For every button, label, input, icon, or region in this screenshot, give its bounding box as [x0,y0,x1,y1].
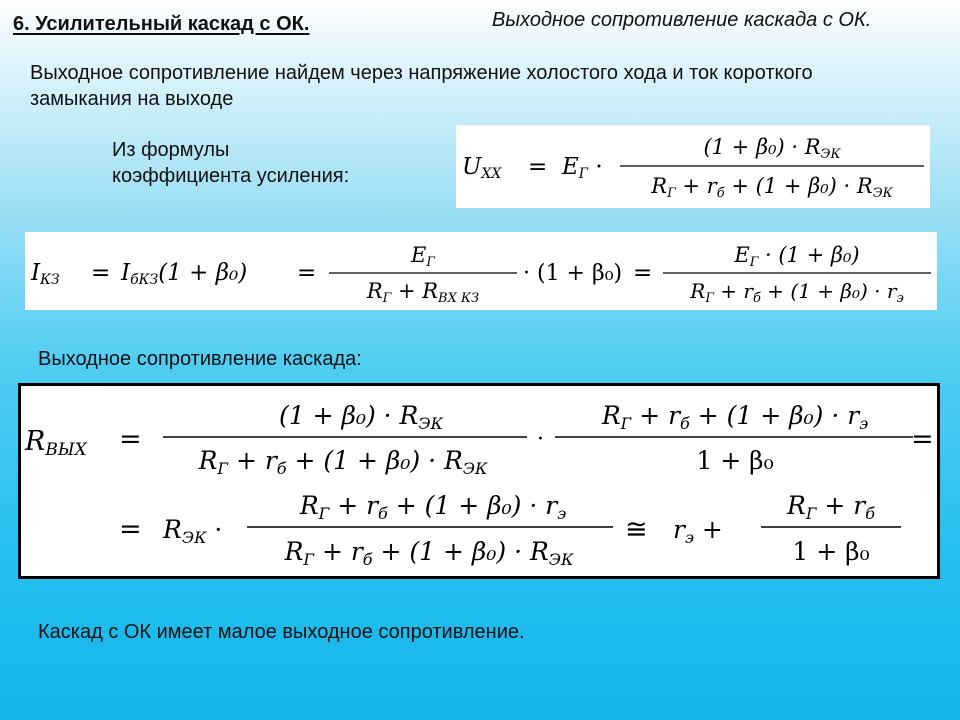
svg-text:=: = [911,424,934,455]
rout-f2-num-sub2: б [680,414,690,433]
ikz-f1-den-mid: + R [391,279,439,303]
uxx-source-emf: E [562,154,579,180]
ikz-base-current-sub: бКЗ [130,272,159,288]
rout-f4-den: 1 + β₀ [792,537,870,566]
uxx-lhs-sub: ХХ [481,166,502,182]
ikz-f1-den-sub2: ВХ КЗ [438,291,480,306]
uxx-lhs: U [462,154,482,180]
rout-f2-num: R [601,401,621,430]
rout-r-ek: R [163,515,182,544]
uxx-den-3-sub: ЭК [872,186,893,201]
ikz-multiplier: · (1 + β₀) [523,261,623,286]
rout-f3-num-tail: + (1 + β₀) · r [387,491,558,520]
rout-label: Выходное сопротивление каскада: [38,348,362,370]
svg-text:RГ + rб [786,491,875,523]
rout-f3-num-sub1: Г [318,504,330,523]
gain-formula-note [112,137,432,189]
rout-f1-den-sub2: б [276,459,287,478]
ikz-f1-den-sub1: Г [382,291,392,306]
uxx-den-3: + (1 + β₀) · R [724,174,873,198]
rout-formula [21,386,937,576]
svg-text:=: = [119,514,142,545]
svg-text:EГ ·: EГ · [562,154,603,182]
rout-f3-den-mid: + r [314,537,363,566]
rout-f3-den-sub3: ЭК [548,550,574,569]
ikz-lhs: I [31,260,41,286]
rout-f1-den-mid: + r [228,446,277,475]
rout-r-e: r [673,515,685,544]
ikz-f1-den: R [366,279,383,303]
uxx-source-emf-sub: Г [578,166,589,182]
svg-text:RЭК ·: $R_{ЭК}$ · [163,515,223,547]
rout-lhs-sub: ВЫХ [45,440,87,460]
svg-text:RВЫХ [24,426,88,460]
ikz-f2-den-sub1: Г [705,291,714,306]
uxx-numerator: (1 + β₀) · R [703,135,821,159]
rout-f3-den-tail: + (1 + β₀) · R [372,537,549,566]
svg-text:RГ + rб + (1 + β₀) · RЭК [284,537,574,569]
svg-text:UХХ [462,154,502,182]
rout-f3-num-sub2: б [378,504,388,523]
gain-formula-note-line1: Из формулы [112,139,230,161]
svg-text:IКЗ [30,260,60,288]
rout-f4-num-mid: + r [816,491,866,520]
slide-subtitle: Выходное сопротивление каскада с ОК. [492,9,872,31]
ikz-base-current-tail: (1 + β₀) [158,260,248,286]
uxx-den-2: + r [675,174,717,198]
ikz-formula [25,232,937,310]
uxx-formula-box [456,125,930,208]
ikz-f1-num-sub: Г [426,255,435,270]
rout-f4-num-sub2: б [865,504,875,523]
slide-title: 6. Усилительный каскад с ОК. [13,13,310,35]
svg-text:(1 + β₀) · RЭК [279,401,444,433]
rout-f3-den-sub2: б [362,550,373,569]
rout-f2-num-mid: + r [631,401,681,430]
rout-f1-den: R [198,446,218,475]
rout-f2-num-sub1: Г [620,414,632,433]
rout-f3-num-sub3: э [557,504,567,523]
ikz-f2-num: E [734,243,750,267]
svg-text:=: = [633,260,653,286]
svg-text:IбКЗ(1 + β₀) [120,260,247,288]
svg-text:RГ + RВХ КЗ [366,279,479,306]
rout-f3-den: R [284,537,304,566]
svg-text:rэ +: $r_э$ + [673,515,723,547]
ikz-f2-den-tail: + (1 + β₀) · r [760,279,897,303]
uxx-den-2-sub: б [716,186,725,201]
uxx-den-1: R [651,174,668,198]
rout-f2-num-sub3: э [859,414,869,433]
rout-f1-den-tail: + (1 + β₀) · R [286,446,463,475]
svg-text:RГ + rб + (1 + β₀) · rэ [689,279,903,306]
ikz-f2-den-sub3: э [896,291,904,306]
rout-f4-num: R [787,491,806,520]
ikz-lhs-sub: КЗ [40,272,60,288]
svg-text:=: = [91,260,111,286]
svg-text:RГ + rб + (1 + β₀) · rэ [299,491,566,523]
ikz-f2-num-tail: · (1 + β₀) [758,243,860,267]
svg-text:·: · [537,427,544,452]
rout-lhs: R [25,426,46,457]
gain-formula-note-line2: коэффициента усиления: [112,165,350,187]
ikz-base-current: I [121,260,131,286]
rout-f3-num-mid: + r [329,491,379,520]
ikz-formula-box [25,232,937,310]
uxx-formula [456,125,930,208]
uxx-den-1-sub: Г [667,186,676,201]
ikz-f1-num: E [411,243,427,267]
rout-r-ek-sub: ЭК [181,528,207,547]
ikz-f2-den-sub2: б [753,291,761,306]
svg-text:=: = [119,424,142,455]
rout-f2-num-tail: + (1 + β₀) · r [689,401,860,430]
svg-text:EГ [410,243,435,270]
rout-f1-num: (1 + β₀) · R [278,401,419,430]
svg-text:RГ + rб + (1 + β₀) · rэ [601,401,868,433]
intro-text: Выходное сопротивление найдем через напряжение холостого хода и ток короткого замыкания на выходе [30,62,813,110]
uxx-equals: = [528,154,548,180]
rout-f1-num-sub: ЭК [418,414,444,433]
ikz-f2-num-sub: Г [749,255,759,270]
conclusion-text: Каскад с ОК имеет малое выходное сопротивление. [38,621,525,643]
svg-text:RГ + rб + (1 + β₀) · RЭК [198,446,488,478]
rout-f2-den: 1 + β₀ [696,446,774,475]
uxx-numerator-sub: ЭК [820,147,841,162]
rout-r-e-sub: э [684,528,694,547]
ikz-f2-den-mid: + r [713,279,753,303]
rout-f4-num-sub1: Г [805,504,817,523]
rout-f3-num: R [299,491,319,520]
rout-approx: ≅ [625,514,648,545]
rout-f1-den-sub1: Г [217,459,228,478]
rout-f3-den-sub1: Г [303,550,314,569]
svg-text:(1 + β₀) · RЭК [703,135,841,162]
svg-text:=: = [297,260,317,286]
svg-text:EГ · (1 + β₀) [733,243,859,270]
svg-text:RГ + rб + (1 + β₀) · RЭК [650,174,893,201]
ikz-f2-den: R [690,279,706,303]
rout-formula-box [18,383,940,579]
rout-f1-den-sub3: ЭК [462,459,488,478]
